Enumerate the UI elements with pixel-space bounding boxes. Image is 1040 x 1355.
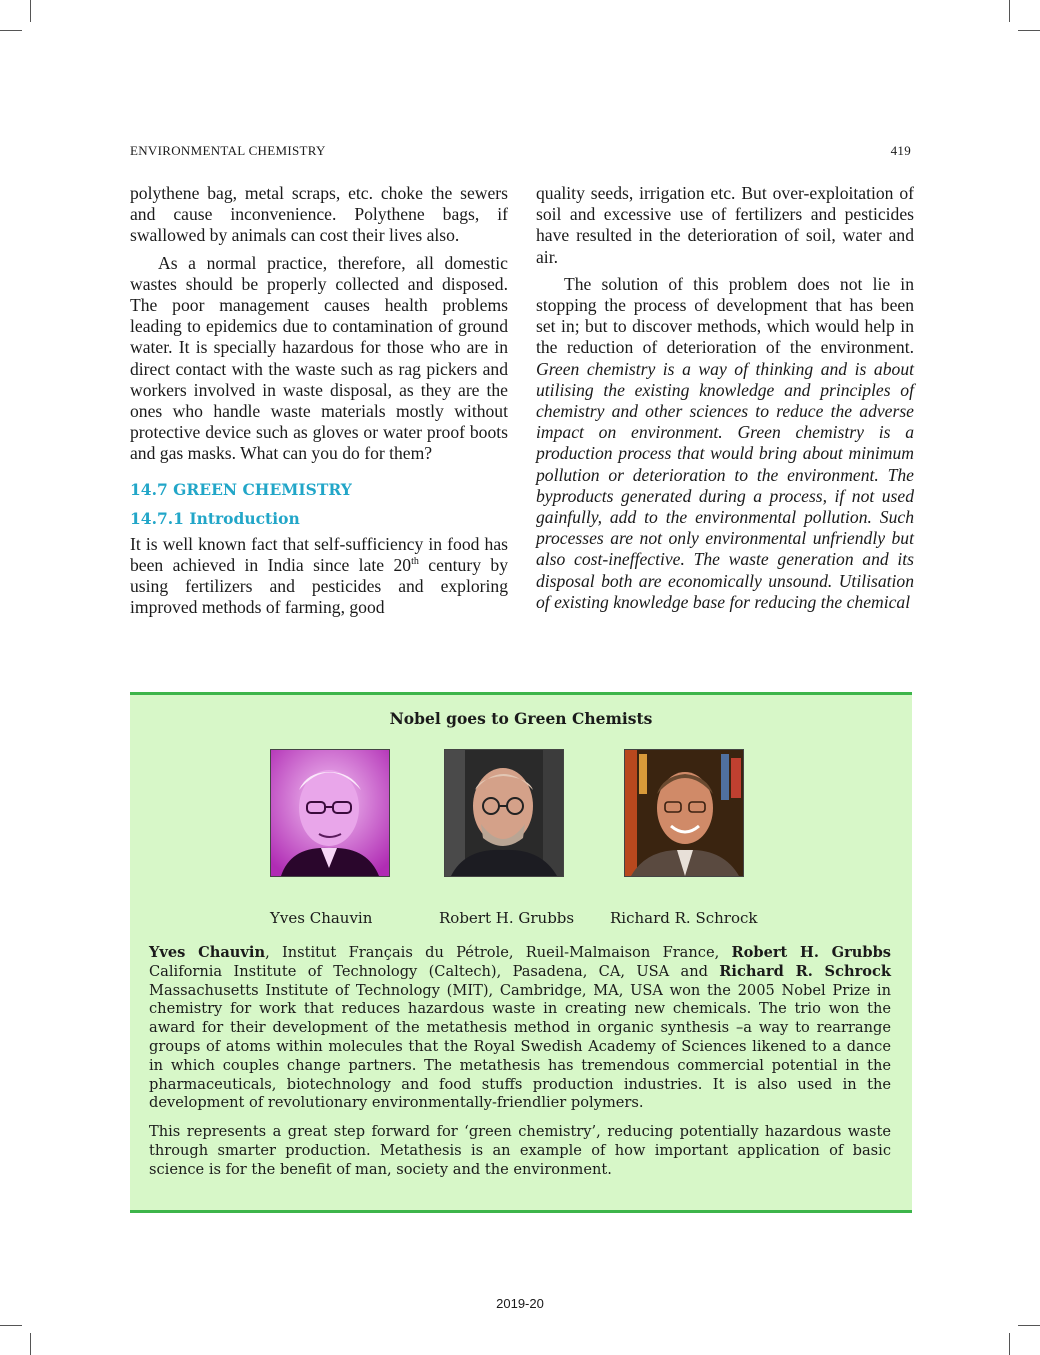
paragraph-text: It is well known fact that self-sufficiency in food has been achieved in India since late 20 <box>130 533 508 575</box>
photo-richard-schrock <box>624 749 744 877</box>
running-head <box>130 143 911 159</box>
paragraph: As a normal practice, therefore, all domestic wastes should be properly collected and disposed. The poor management causes health problems leading to epidemics due to contamination of ground water. It is specially hazardous for those who are in direct contact with the waste such as rag pickers and workers involved in waste disposal, as they are the ones who handle waste materials mostly without protective device such as gloves or water proof boots and gas masks. What can you do for them? <box>130 252 508 464</box>
crop-mark <box>30 0 31 22</box>
crop-mark <box>1009 0 1010 22</box>
paragraph <box>130 534 508 619</box>
crop-mark <box>0 30 22 31</box>
section-heading: 14.7 GREEN CHEMISTRY <box>130 479 352 499</box>
superscript: th <box>411 555 419 567</box>
paragraph-text: , Institut Français du Pétrole, Rueil-Malmaison France, <box>265 944 732 961</box>
paragraph-text: century by using fertilizers and pesticides and exploring improved methods of farming, good <box>130 554 508 618</box>
box-text <box>149 944 891 1180</box>
left-column <box>130 183 508 618</box>
crop-mark <box>0 1325 22 1326</box>
photo-robert-grubbs <box>444 749 564 877</box>
name-bold: Richard R. Schrock <box>719 962 891 980</box>
footer-year: 2019-20 <box>496 1296 544 1311</box>
crop-mark <box>1018 1325 1040 1326</box>
crop-mark <box>1018 30 1040 31</box>
paragraph <box>536 274 914 613</box>
crop-mark <box>30 1333 31 1355</box>
running-title: ENVIRONMENTAL CHEMISTRY <box>130 143 326 158</box>
photo-yves-chauvin <box>270 749 390 877</box>
paragraph-text: The solution of this problem does not lie in stopping the process of development that has been set in; but to discover methods, which would help in the reduction of deterioration of the environment. <box>536 273 914 358</box>
paragraph: polythene bag, metal scraps, etc. choke the sewers and cause inconvenience. Polythene bags, if swallowed by animals can cost their lives also. <box>130 183 508 246</box>
italic-text: Green chemistry is a way of thinking and is about utilising the existing knowledge and principles of chemistry and other sciences to reduce the adverse impact on environment. Green chemistry is a production process that would bring about minimum pollution or deterioration to the environment. The byproducts generated during a process, if not used gainfully, add to the environmental pollution. Such processes are not only environmental unfriendly but also cost-ineffective. The waste generation and its disposal both are economically unsound. Utilisation of existing knowledge base for reducing the chemical <box>536 358 914 612</box>
nobel-box <box>130 692 912 1213</box>
paragraph-text: Massachusetts Institute of Technology (MIT), Cambridge, MA, USA won the 2005 Nobel Prize in chemistry for work that reduces hazardous waste in creating new chemicals. The trio won the award for their development of the metathesis method in organic synthesis –a way to rearrange groups of atoms within molecules that the Royal Swedish Academy of Sciences likened to a dance in which couples change partners. The metathesis has tremendous commercial potential in the pharmaceuticals, biotechnology and food stuffs production industries. It is also used in the development of revolutionary environmentally-friendlier polymers. <box>149 981 891 1112</box>
caption-yves-chauvin: Yves Chauvin <box>270 909 373 927</box>
name-bold: Yves Chauvin <box>149 944 266 961</box>
page-number: 419 <box>890 143 911 158</box>
crop-mark <box>1009 1333 1010 1355</box>
caption-robert-grubbs: Robert H. Grubbs <box>439 909 575 927</box>
right-column <box>536 183 914 613</box>
paragraph <box>149 944 891 1113</box>
name-bold: Robert H. Grubbs <box>731 944 892 961</box>
box-title: Nobel goes to Green Chemists <box>389 709 653 728</box>
paragraph-text: California Institute of Technology (Caltech), Pasadena, CA, USA and <box>149 962 720 980</box>
subsection-heading: 14.7.1 Introduction <box>130 508 300 528</box>
paragraph: This represents a great step forward for ‘green chemistry’, reducing potentially hazardous waste through smarter production. Metathesis is an example of how important application of basic science is for the benefit of man, society and the environment. <box>149 1123 891 1178</box>
paragraph: quality seeds, irrigation etc. But over-exploitation of soil and excessive use of fertilizers and pesticides have resulted in the deterioration of soil, water and air. <box>536 183 914 267</box>
caption-richard-schrock: Richard R. Schrock <box>610 909 758 927</box>
